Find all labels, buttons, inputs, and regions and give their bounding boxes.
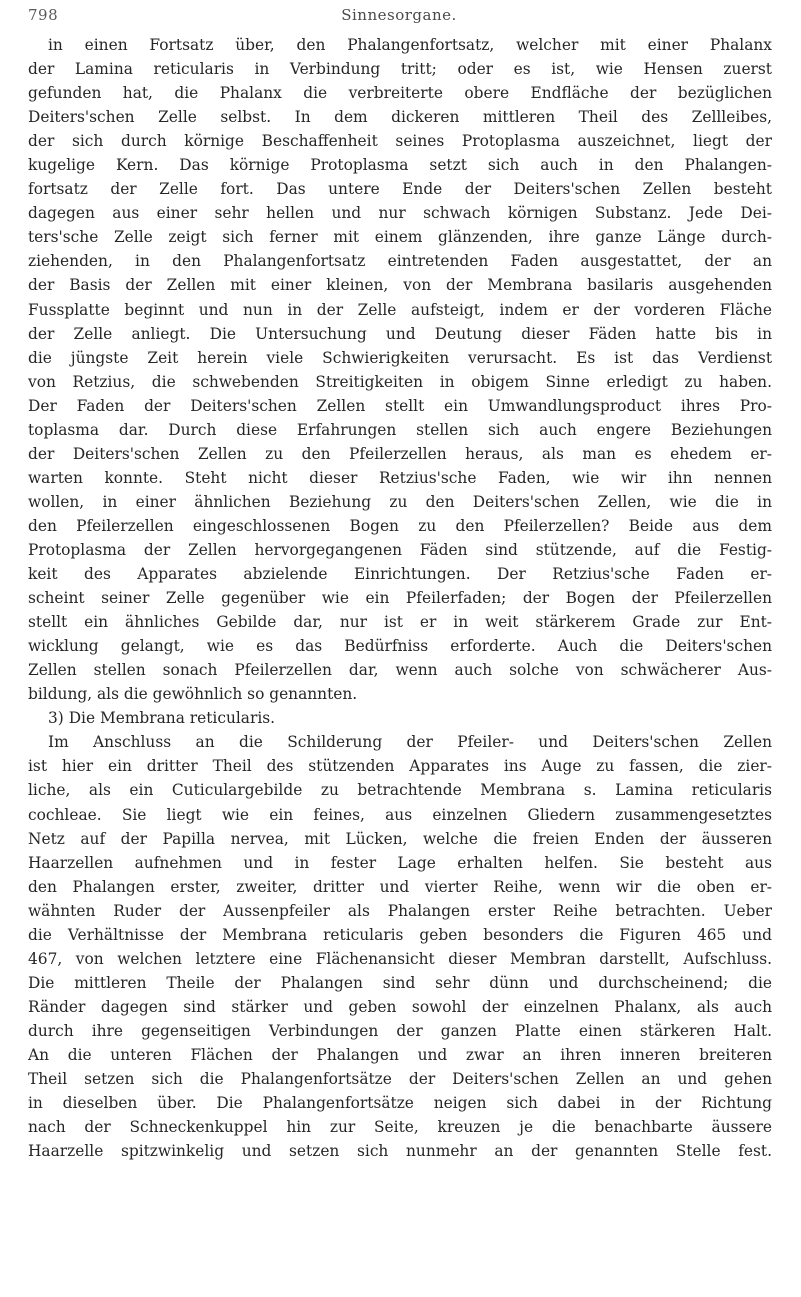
text-line: Die mittleren Theile der Phalangen sind sehr dünn und durchscheinend; die: [28, 973, 772, 992]
text-line: in dieselben über. Die Phalangenfortsätze neigen sich dabei in der Richtung: [28, 1094, 772, 1113]
body-text: [28, 33, 772, 1187]
text-line: 467, von welchen letztere eine Flächenansicht dieser Membran darstellt, Aufschluss.: [28, 949, 772, 968]
text-line: ters'sche Zelle zeigt sich ferner mit einem glänzenden, ihre ganze Länge durch-: [28, 228, 772, 247]
text-line: der Deiters'schen Zellen zu den Pfeilerzellen heraus, als man es ehedem er-: [28, 444, 772, 463]
text-line: Der Faden der Deiters'schen Zellen stellt ein Umwandlungsproduct ihres Pro-: [28, 396, 772, 415]
text-line: den Phalangen erster, zweiter, dritter und vierter Reihe, wenn wir die oben er-: [28, 877, 772, 896]
text-line: cochleae. Sie liegt wie ein feines, aus einzelnen Gliedern zusammengesetztes: [28, 805, 772, 824]
text-line: Theil setzen sich die Phalangenfortsätze der Deiters'schen Zellen an und gehen: [28, 1070, 772, 1089]
page-header: [28, 6, 770, 26]
text-line: ziehenden, in den Phalangenfortsatz eintretenden Faden ausgestattet, der an: [28, 252, 772, 271]
text-line: die jüngste Zeit herein viele Schwierigkeiten verursacht. Es ist das Verdienst: [28, 348, 772, 367]
text-line: der Zelle anliegt. Die Untersuchung und Deutung dieser Fäden hatte bis in: [28, 324, 772, 343]
text-line: dagegen aus einer sehr hellen und nur schwach körnigen Substanz. Jede Dei-: [28, 204, 772, 223]
page-number: 798: [28, 6, 59, 24]
text-line: Haarzelle spitzwinkelig und setzen sich nunmehr an der genannten Stelle fest.: [28, 1142, 772, 1161]
text-line: warten konnte. Steht nicht dieser Retzius'sche Faden, wie wir ihn nennen: [28, 468, 772, 487]
text-line: fortsatz der Zelle fort. Das untere Ende der Deiters'schen Zellen besteht: [28, 180, 772, 199]
text-line: wollen, in einer ähnlichen Beziehung zu den Deiters'schen Zellen, wie die in: [28, 492, 772, 511]
text-line: Protoplasma der Zellen hervorgegangenen Fäden sind stützende, auf die Festig-: [28, 540, 772, 559]
text-line: wähnten Ruder der Aussenpfeiler als Phalangen erster Reihe betrachten. Ueber: [28, 901, 772, 920]
text-line: der Basis der Zellen mit einer kleinen, von der Membrana basilaris ausgehenden: [28, 276, 772, 295]
text-line: Zellen stellen sonach Pfeilerzellen dar, wenn auch solche von schwächerer Aus-: [28, 661, 772, 680]
text-line: der Lamina reticularis in Verbindung tritt; oder es ist, wie Hensen zuerst: [28, 60, 772, 79]
text-line: wicklung gelangt, wie es das Bedürfniss erforderte. Auch die Deiters'schen: [28, 637, 772, 656]
text-line: liche, als ein Cuticulargebilde zu betrachtende Membrana s. Lamina reticularis: [28, 781, 772, 800]
text-line: von Retzius, die schwebenden Streitigkeiten in obigem Sinne erledigt zu haben.: [28, 372, 772, 391]
text-line: [28, 1163, 772, 1187]
text-line: gefunden hat, die Phalanx die verbreiterte obere Endfläche der bezüglichen: [28, 84, 772, 103]
text-line: die Verhältnisse der Membrana reticularis geben besonders die Figuren 465 und: [28, 925, 772, 944]
text-line: An die unteren Flächen der Phalangen und zwar an ihren inneren breiteren: [28, 1045, 772, 1064]
text-line: toplasma dar. Durch diese Erfahrungen stellen sich auch engere Beziehungen: [28, 420, 772, 439]
text-line: scheint seiner Zelle gegenüber wie ein Pfeilerfaden; der Bogen der Pfeilerzellen: [28, 589, 772, 608]
text-line: Im Anschluss an die Schilderung der Pfeiler- und Deiters'schen Zellen: [48, 733, 772, 752]
text-line: kugelige Kern. Das körnige Protoplasma setzt sich auch in den Phalangen-: [28, 156, 772, 175]
text-line: durch ihre gegenseitigen Verbindungen der ganzen Platte einen stärkeren Halt.: [28, 1021, 772, 1040]
running-title: Sinnesorgane.: [341, 6, 457, 24]
section-heading: 3) Die Membrana reticularis.: [48, 709, 276, 728]
text-line: bildung, als die gewöhnlich so genannten.: [28, 685, 358, 704]
text-line: ist hier ein dritter Theil des stützenden Apparates ins Auge zu fassen, die zier-: [28, 757, 772, 776]
text-line: stellt ein ähnliches Gebilde dar, nur ist er in weit stärkerem Grade zur Ent-: [28, 613, 772, 632]
text-line: den Pfeilerzellen eingeschlossenen Bogen zu den Pfeilerzellen? Beide aus dem: [28, 516, 772, 535]
text-line: keit des Apparates abzielende Einrichtungen. Der Retzius'sche Faden er-: [28, 565, 772, 584]
text-line: Deiters'schen Zelle selbst. In dem dickeren mittleren Theil des Zellleibes,: [28, 108, 772, 127]
text-line: Fussplatte beginnt und nun in der Zelle aufsteigt, indem er der vorderen Fläche: [28, 300, 772, 319]
text-line: der sich durch körnige Beschaffenheit seines Protoplasma auszeichnet, liegt der: [28, 132, 772, 151]
text-line: Haarzellen aufnehmen und in fester Lage erhalten helfen. Sie besteht aus: [28, 853, 772, 872]
text-line: Ränder dagegen sind stärker und geben sowohl der einzelnen Phalanx, als auch: [28, 997, 772, 1016]
text-line: in einen Fortsatz über, den Phalangenfortsatz, welcher mit einer Phalanx: [48, 36, 772, 54]
text-line: Netz auf der Papilla nervea, mit Lücken, welche die freien Enden der äusseren: [28, 829, 772, 848]
text-line: nach der Schneckenkuppel hin zur Seite, kreuzen je die benachbarte äussere: [28, 1118, 772, 1137]
